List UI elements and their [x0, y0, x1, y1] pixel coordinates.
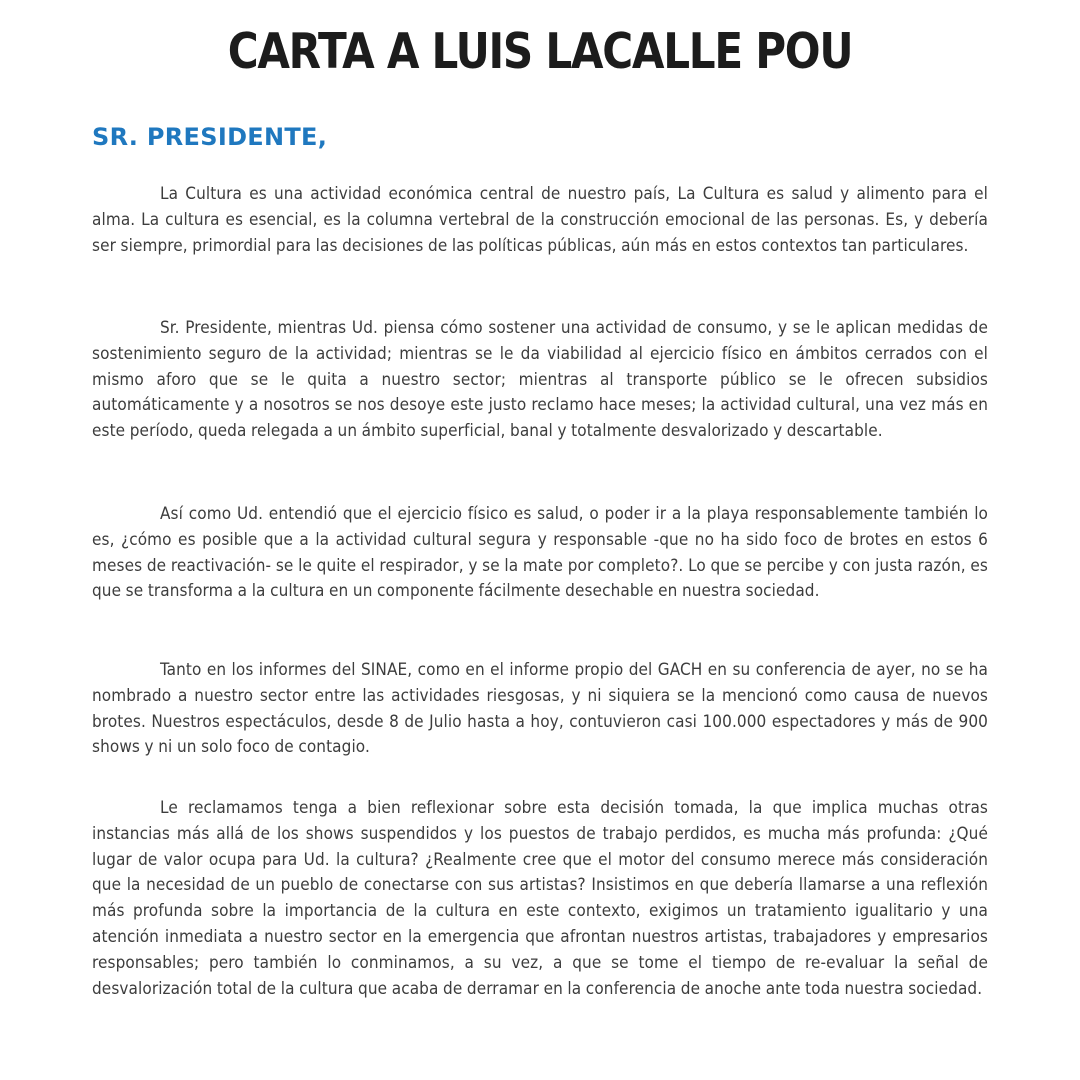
letter-paragraph-4: Tanto en los informes del SINAE, como en el informe propio del GACH en su conferencia de ayer, no se ha nombrado a nuestro sector entre las actividades riesgosas, y ni siquiera se la mencionó como causa de nuevos brotes. Nuestros espectáculos, desde 8 de Julio hasta a hoy, contuvieron casi 100.000 espectadores y más de 900 shows y ni un solo foco de contagio. [92, 660, 988, 758]
letter-paragraph-1: La Cultura es una actividad económica central de nuestro país, La Cultura es salud y alimento para el alma. La cultura es esencial, es la columna vertebral de la construcción emocional de las personas. Es, y debería ser siempre, primordial para las decisiones de las políticas públicas, aún más en estos contextos tan particulares. [92, 184, 988, 256]
letter-paragraph-2: Sr. Presidente, mientras Ud. piensa cómo sostener una actividad de consumo, y se le aplican medidas de sostenimiento seguro de la actividad; mientras se le da viabilidad al ejercicio físico en ámbitos cerrados con el mismo aforo que se le quita a nuestro sector; mientras al transporte público se le ofrecen subsidios automáticamente y a nosotros se nos desoye este justo reclamo hace meses; la actividad cultural, una vez más en este período, queda relegada a un ámbito superficial, banal y totalmente desvalorizado y descartable. [92, 318, 988, 442]
letter-paragraph-5: Le reclamamos tenga a bien reflexionar sobre esta decisión tomada, la que implica muchas otras instancias más allá de los shows suspendidos y los puestos de trabajo perdidos, es mucha más profunda: ¿Qué lugar de valor ocupa para Ud. la cultura? ¿Realmente cree que el motor del consumo merece más consideración que la necesidad de un pueblo de conectarse con sus artistas? Insistimos en que debería llamarse a una reflexión más profunda sobre la importancia de la cultura en este contexto, exigimos un tratamiento igualitario y una atención inmediata a nuestro sector en la emergencia que afrontan nuestros artistas, trabajadores y empresarios responsables; pero también lo conminamos, a su vez, a que se tome el tiempo de re-evaluar la señal de desvalorización total de la cultura que acaba de derramar en la conferencia de anoche ante toda nuestra sociedad. [92, 798, 988, 999]
letter-paragraph-3: Así como Ud. entendió que el ejercicio físico es salud, o poder ir a la playa responsablemente también lo es, ¿cómo es posible que a la actividad cultural segura y responsable -que no ha sido foco de brotes en estos 6 meses de reactivación- se le quite el respirador, y se la mate por completo?. Lo que se percibe y con justa razón, es que se transforma a la cultura en un componente fácilmente desechable en nuestra sociedad. [92, 504, 988, 602]
letter-salutation: SR. PRESIDENTE, [92, 123, 328, 151]
letter-title: CARTA A LUIS LACALLE POU [227, 23, 853, 80]
